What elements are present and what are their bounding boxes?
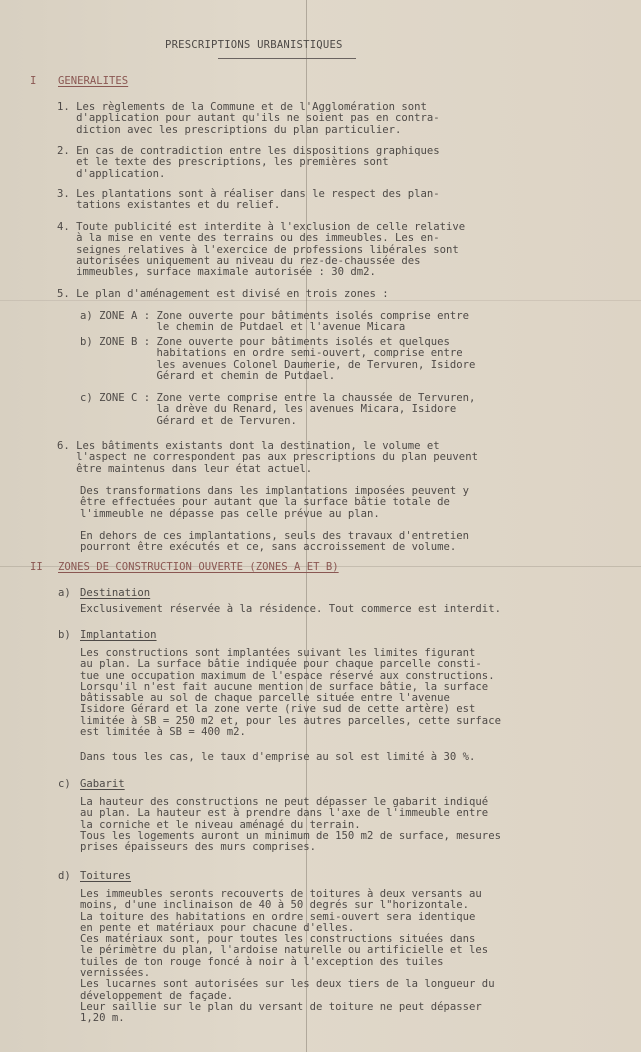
- title-underline: [218, 58, 356, 59]
- item-d-text: Les immeubles seronts recouverts de toitures à deux versants au moins, d'une inclinaison de 40 à 50 degrés sur l"horizontale. La toiture des habitations en ordre semi-ouvert sera identique en pente et matériaux pour chacune d'elles. Ces matériaux sont, pour toutes les constructions situées dans le périmètre du plan, l'ardoise naturelle ou artificielle et les tuiles de ton rouge foncé à noir à l'exception des tuiles vernissées. Les lucarnes sont autorisées sur les deux tiers de la longueur du développement de façade. Leur saillie sur le plan du versant de toiture ne peut dépasser 1,20 m.: [80, 888, 495, 1025]
- section-1-title: GENERALITES: [58, 75, 129, 87]
- zone-c: c) ZONE C : Zone verte comprise entre la chaussée de Tervuren, la drève du Renard, les avenues Micara, Isidore Gérard et de Tervuren.: [80, 392, 476, 427]
- item-c-label: c): [58, 778, 71, 790]
- item-a-text: Exclusivement réservée à la résidence. Tout commerce est interdit.: [80, 603, 501, 615]
- item-d-label: d): [58, 870, 71, 882]
- item-d-title: Toitures: [80, 870, 132, 882]
- article-6: 6. Les bâtiments existants dont la destination, le volume et l'aspect ne correspondent pas aux prescriptions du plan peuvent être maintenus dans leur état actuel.: [57, 440, 478, 475]
- item-c-text: La hauteur des constructions ne peut dépasser le gabarit indiqué au plan. La hauteur est à prendre dans l'axe de l'immeuble entre la corniche et le niveau aménagé du terrain. Tous les logements auront un minimum de 150 m2 de surface, mesures prises épaisseurs des murs comprises.: [80, 796, 501, 854]
- article-2: 2. En cas de contradiction entre les dispositions graphiques et le texte des prescriptions, les premières sont d'application.: [57, 145, 440, 180]
- item-a-label: a): [58, 587, 71, 599]
- item-b-label: b): [58, 629, 71, 641]
- zone-a: a) ZONE A : Zone ouverte pour bâtiments isolés comprise entre le chemin de Putdael et l'avenue Micara: [80, 310, 470, 334]
- article-6-paragraph-3: En dehors de ces implantations, seuls des travaux d'entretien pourront être exécutés et ce, sans accroissement de volume.: [80, 530, 470, 554]
- section-2-title: ZONES DE CONSTRUCTION OUVERTE (ZONES A ET B): [58, 561, 339, 573]
- article-1: 1. Les règlements de la Commune et de l'Agglomération sont d'application pour autant qu'ils ne soient pas en contra- diction avec les prescriptions du plan particulier.: [57, 101, 440, 136]
- item-a-title: Destination: [80, 587, 151, 599]
- article-4: 4. Toute publicité est interdite à l'exclusion de celle relative à la mise en vente des terrains ou des immeubles. Les en- seignes relatives à l'exercice de professions libérales sont autorisées uniquement au niveau du rez-de-chaussée des immeubles, surface maximale autorisée : 30 dm2.: [57, 221, 466, 279]
- article-5: 5. Le plan d'aménagement est divisé en trois zones :: [57, 288, 389, 300]
- article-3: 3. Les plantations sont à réaliser dans le respect des plan- tations existantes et du relief.: [57, 188, 440, 212]
- section-2-number: II: [30, 561, 43, 573]
- article-6-paragraph-2: Des transformations dans les implantations imposées peuvent y être effectuées pour autant que la surface bâtie totale de l'immeuble ne dépasse pas celle prévue au plan.: [80, 485, 470, 520]
- item-c-title: Gabarit: [80, 778, 125, 790]
- item-b-text: Les constructions sont implantées suivant les limites figurant au plan. La surface bâtie indiquée pour chaque parcelle consti- tue une occupation maximum de l'espace réservé aux constructions. Lorsqu'il n'est fait aucune mention de surface bâtie, la surface bâtissable au sol de chaque parcelle située entre l'avenue Isidore Gérard et la zone verte (rive sud de cette artère) est limitée à SB = 250 m2 et, pour les autres parcelles, cette surface est limitée à SB = 400 m2.: [80, 647, 501, 739]
- item-b-title: Implantation: [80, 629, 157, 641]
- item-b-text-2: Dans tous les cas, le taux d'emprise au sol est limité à 30 %.: [80, 751, 476, 763]
- page-title: PRESCRIPTIONS URBANISTIQUES: [165, 39, 343, 51]
- section-1-number: I: [30, 75, 37, 87]
- zone-b: b) ZONE B : Zone ouverte pour bâtiments isolés et quelques habitations en ordre semi-ouvert, comprise entre les avenues Colonel Daumerie, de Tervuren, Isidore Gérard et chemin de Putdael.: [80, 336, 476, 382]
